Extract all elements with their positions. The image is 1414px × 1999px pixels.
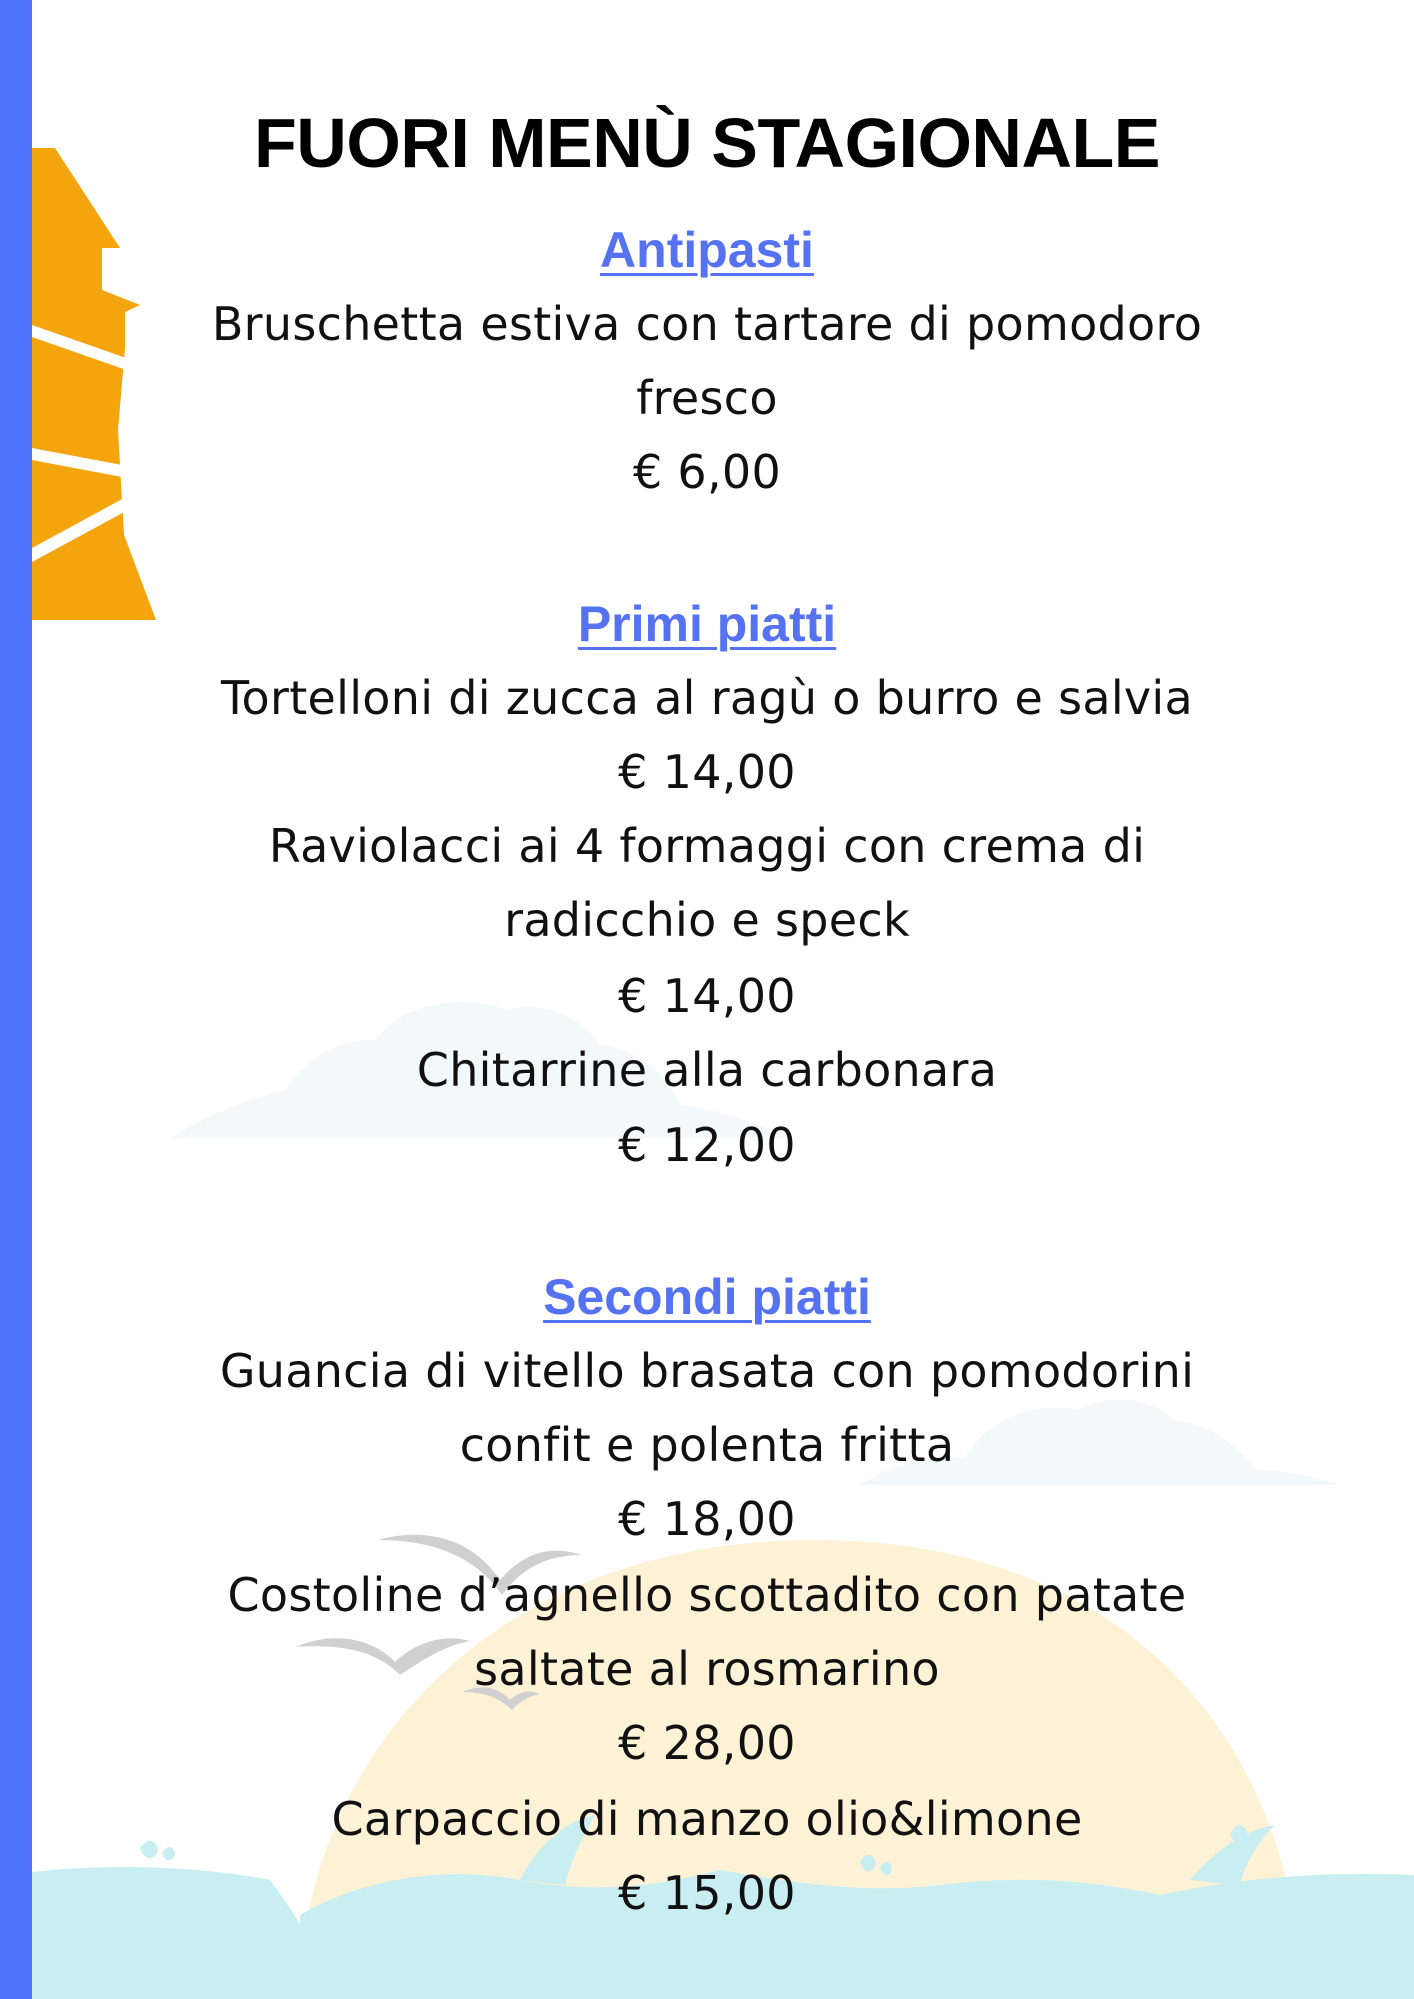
menu-title: FUORI MENÙ STAGIONALE <box>254 104 1160 182</box>
section-heading-primi-piatti: Primi piatti <box>577 596 837 652</box>
section-heading-antipasti: Antipasti <box>600 222 814 278</box>
dish-name: Bruschetta estiva con tartare di pomodoro <box>211 297 1203 351</box>
dish-price: € 6,00 <box>632 445 782 499</box>
dish-name-continued: fresco <box>636 371 778 425</box>
dish-price: € 18,00 <box>618 1492 796 1546</box>
dish-price: € 12,00 <box>618 1118 796 1172</box>
dish-name: Chitarrine alla carbonara <box>416 1043 998 1097</box>
dish-name: Raviolacci ai 4 formaggi con crema di <box>268 819 1146 873</box>
dish-price: € 28,00 <box>618 1716 796 1770</box>
dish-name: Tortelloni di zucca al ragù o burro e salvia <box>220 671 1194 725</box>
dish-name-continued: confit e polenta fritta <box>459 1418 955 1472</box>
dish-name: Guancia di vitello brasata con pomodorini <box>219 1344 1195 1398</box>
dish-name-continued: radicchio e speck <box>504 893 910 947</box>
dish-name: Costoline d’agnello scottadito con patate <box>227 1568 1187 1622</box>
dish-price: € 15,00 <box>618 1866 796 1920</box>
section-heading-secondi-piatti: Secondi piatti <box>543 1269 871 1325</box>
dish-name-continued: saltate al rosmarino <box>474 1642 940 1696</box>
dish-price: € 14,00 <box>618 745 796 799</box>
dish-price: € 14,00 <box>618 969 796 1023</box>
dish-name: Carpaccio di manzo olio&limone <box>331 1792 1083 1846</box>
